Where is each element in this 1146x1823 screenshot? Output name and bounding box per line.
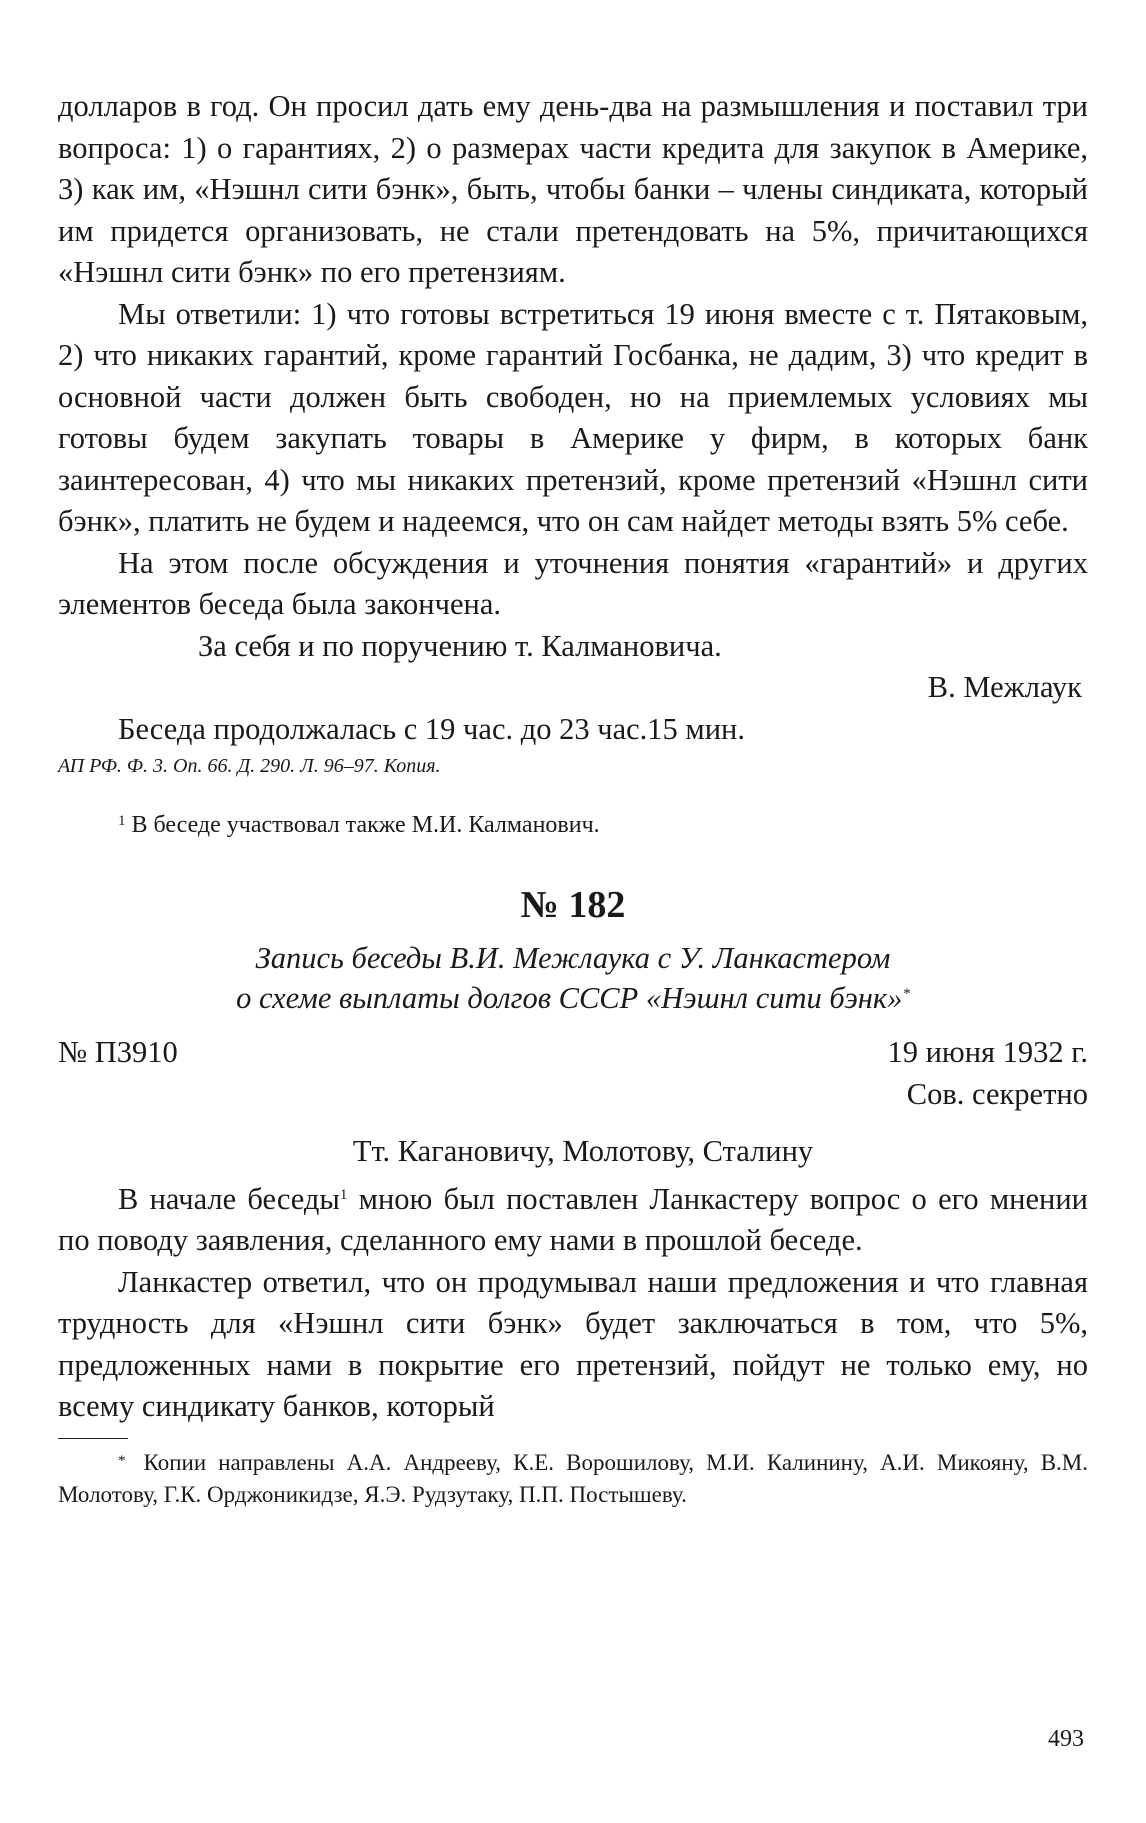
paragraph-opening bbox=[58, 1179, 1088, 1262]
footnote-participant bbox=[58, 808, 1088, 842]
paragraph-conclusion: На этом после обсуждения и уточнения понятия «гарантий» и других элементов беседа была закончена. bbox=[58, 545, 1088, 621]
paragraph-continuation: долларов в год. Он просил дать ему день-два на размышления и поставил три вопроса: 1) о гарантиях, 2) о размерах части кредита для закупок в Америке, 3) как им, «Нэшнл сити бэнк», быть, чтобы банки – члены синдиката, который им придется организовать, не стали претендовать на 5%, причитающихся «Нэшнл сити бэнк» по его претензиям. bbox=[58, 89, 1088, 289]
paragraph-reply: Мы ответили: 1) что готовы встретиться 19 июня вместе с т. Пятаковым, 2) что никаких гарантий, кроме гарантий Госбанка, не дадим, 3) что кредит в основной части должен быть свободен, но на приемлемых условиях мы готовы будем закупать товары в Америке у фирм, в которых банк заинтересован, 4) что мы никаких претензий, кроме претензий «Нэшнл сити бэнк», платить не будем и надеемся, что он сам найдет методы взять 5% себе. bbox=[58, 296, 1088, 538]
footnote-copies-text: Копии направлены А.А. Андрееву, К.Е. Ворошилову, М.И. Калинину, А.И. Микояну, В.М. Молотову, Г.К. Орджоникидзе, Я.Э. Рудзутаку, П.П. Постышеву. bbox=[58, 1449, 1088, 1507]
page-number: 493 bbox=[1048, 1726, 1084, 1752]
classification-stamp: Сов. секретно bbox=[906, 1076, 1088, 1111]
opening-text-end: мною был поставлен Ланкастеру вопрос о его мнении по поводу заявления, сделанного ему нами в прошлой беседе. bbox=[58, 1181, 1088, 1257]
registration-number: № П3910 bbox=[58, 1035, 178, 1069]
addressees: Тт. Кагановичу, Молотову, Сталину bbox=[352, 1134, 814, 1168]
signature: В. Межлаук bbox=[927, 670, 1082, 704]
archive-reference: АП РФ. Ф. 3. Оп. 66. Д. 290. Л. 96–97. Копия. bbox=[58, 755, 441, 777]
document-number: № 182 bbox=[520, 884, 626, 926]
footnote-divider bbox=[58, 1438, 128, 1439]
document-title-line1: Запись беседы В.И. Межлаука с У. Ланкастером bbox=[255, 941, 891, 975]
footnote-star: * bbox=[118, 1452, 126, 1469]
paragraph-lancaster-reply: Ланкастер ответил, что он продумывал наши предложения и что главная трудность для «Нэшнл сити бэнк» будет заключаться в том, что 5%, предложенных нами в покрытие его претензий, пойдут не только ему, но всему синдикату банков, который bbox=[58, 1264, 1088, 1423]
opening-footnote-marker: 1 bbox=[339, 1186, 348, 1203]
opening-text-start: В начале беседы bbox=[118, 1181, 340, 1216]
document-title-text: о схеме выплаты долгов СССР «Нэшнл сити бэнк» bbox=[236, 981, 903, 1015]
document-title-line2 bbox=[58, 978, 1088, 1018]
title-footnote-marker: * bbox=[902, 986, 910, 1002]
book-page bbox=[58, 86, 1088, 1511]
footnote-marker: 1 bbox=[118, 813, 126, 829]
footnote-copies bbox=[58, 1447, 1088, 1511]
document-date: 19 июня 1932 г. bbox=[887, 1035, 1088, 1069]
document-meta bbox=[58, 1032, 1088, 1074]
closing-line: За себя и по поручению т. Калмановича. bbox=[198, 628, 722, 663]
footnote-text: В беседе участвовал также М.И. Калманович. bbox=[131, 812, 600, 838]
duration-note: Беседа продолжалась с 19 час. до 23 час.15 мин. bbox=[118, 711, 745, 746]
